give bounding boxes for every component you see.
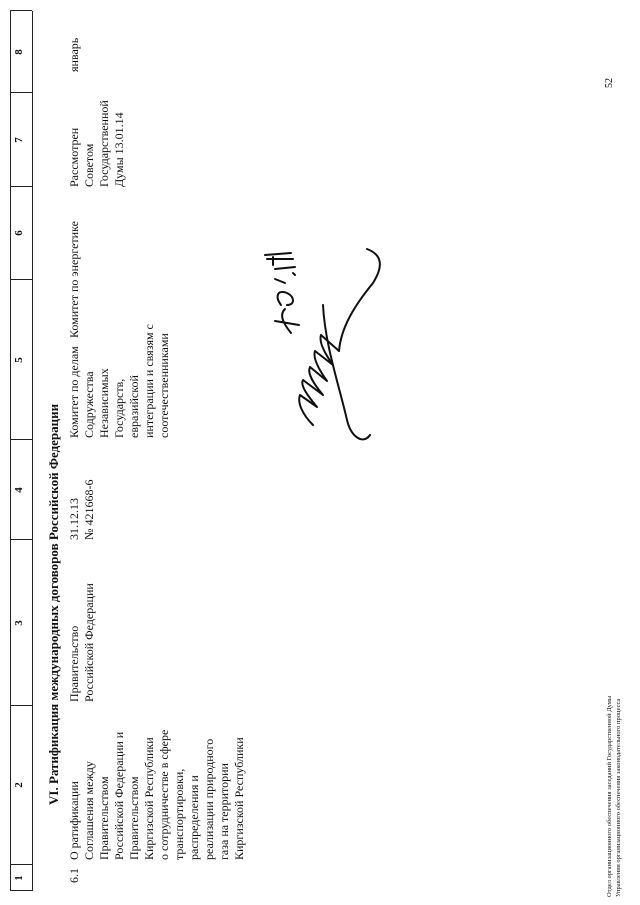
row-title: О ратификации Соглашения между Правительством Российской Федерации и Правительством Киргизской Республики о сотрудничестве в сфере транспортировки, распределения и реализации природного газа на территории Киргизской Республики	[67, 729, 246, 860]
row-number: 6.1	[67, 868, 81, 883]
column-number: 1	[13, 875, 25, 881]
section-title: VI. Ратификация международных договоров Российской Федерации	[46, 403, 61, 805]
footer-line: Управления организационного обеспечения законодательного процесса	[615, 698, 622, 897]
column-number: 4	[13, 487, 25, 493]
column-number: 3	[13, 620, 25, 626]
column-number: 7	[13, 137, 25, 143]
header-bottom-border	[32, 11, 33, 891]
column-number: 6	[13, 230, 25, 236]
row-co-committee: Комитет по энергетике	[67, 221, 81, 338]
header-divider	[10, 279, 32, 280]
header-divider	[10, 92, 32, 93]
column-number: 8	[13, 49, 25, 55]
row-date-number: 31.12.13 № 421668-6	[67, 479, 96, 540]
header-divider	[10, 439, 32, 440]
header-top-border	[10, 11, 11, 891]
row-initiator: Правительство Российской Федерации	[67, 583, 96, 702]
footer-line: Отдел организационного обеспечения заседаний Государственной Думы	[606, 695, 613, 897]
signature-image	[255, 195, 395, 455]
header-right-border	[10, 10, 32, 11]
row-month: январь	[67, 37, 81, 72]
page-number: 52	[604, 78, 615, 88]
header-divider	[10, 186, 32, 187]
row-responsible-committee: Комитет по делам Содружества Независимых Государств, евразийской интеграции и связям с соотечественниками	[67, 324, 171, 438]
row-status: Рассмотрен Советом Государственной Думы 13.01.14	[67, 100, 126, 187]
header-divider	[10, 539, 32, 540]
column-number: 2	[13, 782, 25, 788]
header-divider	[10, 705, 32, 706]
column-number: 5	[13, 357, 25, 363]
